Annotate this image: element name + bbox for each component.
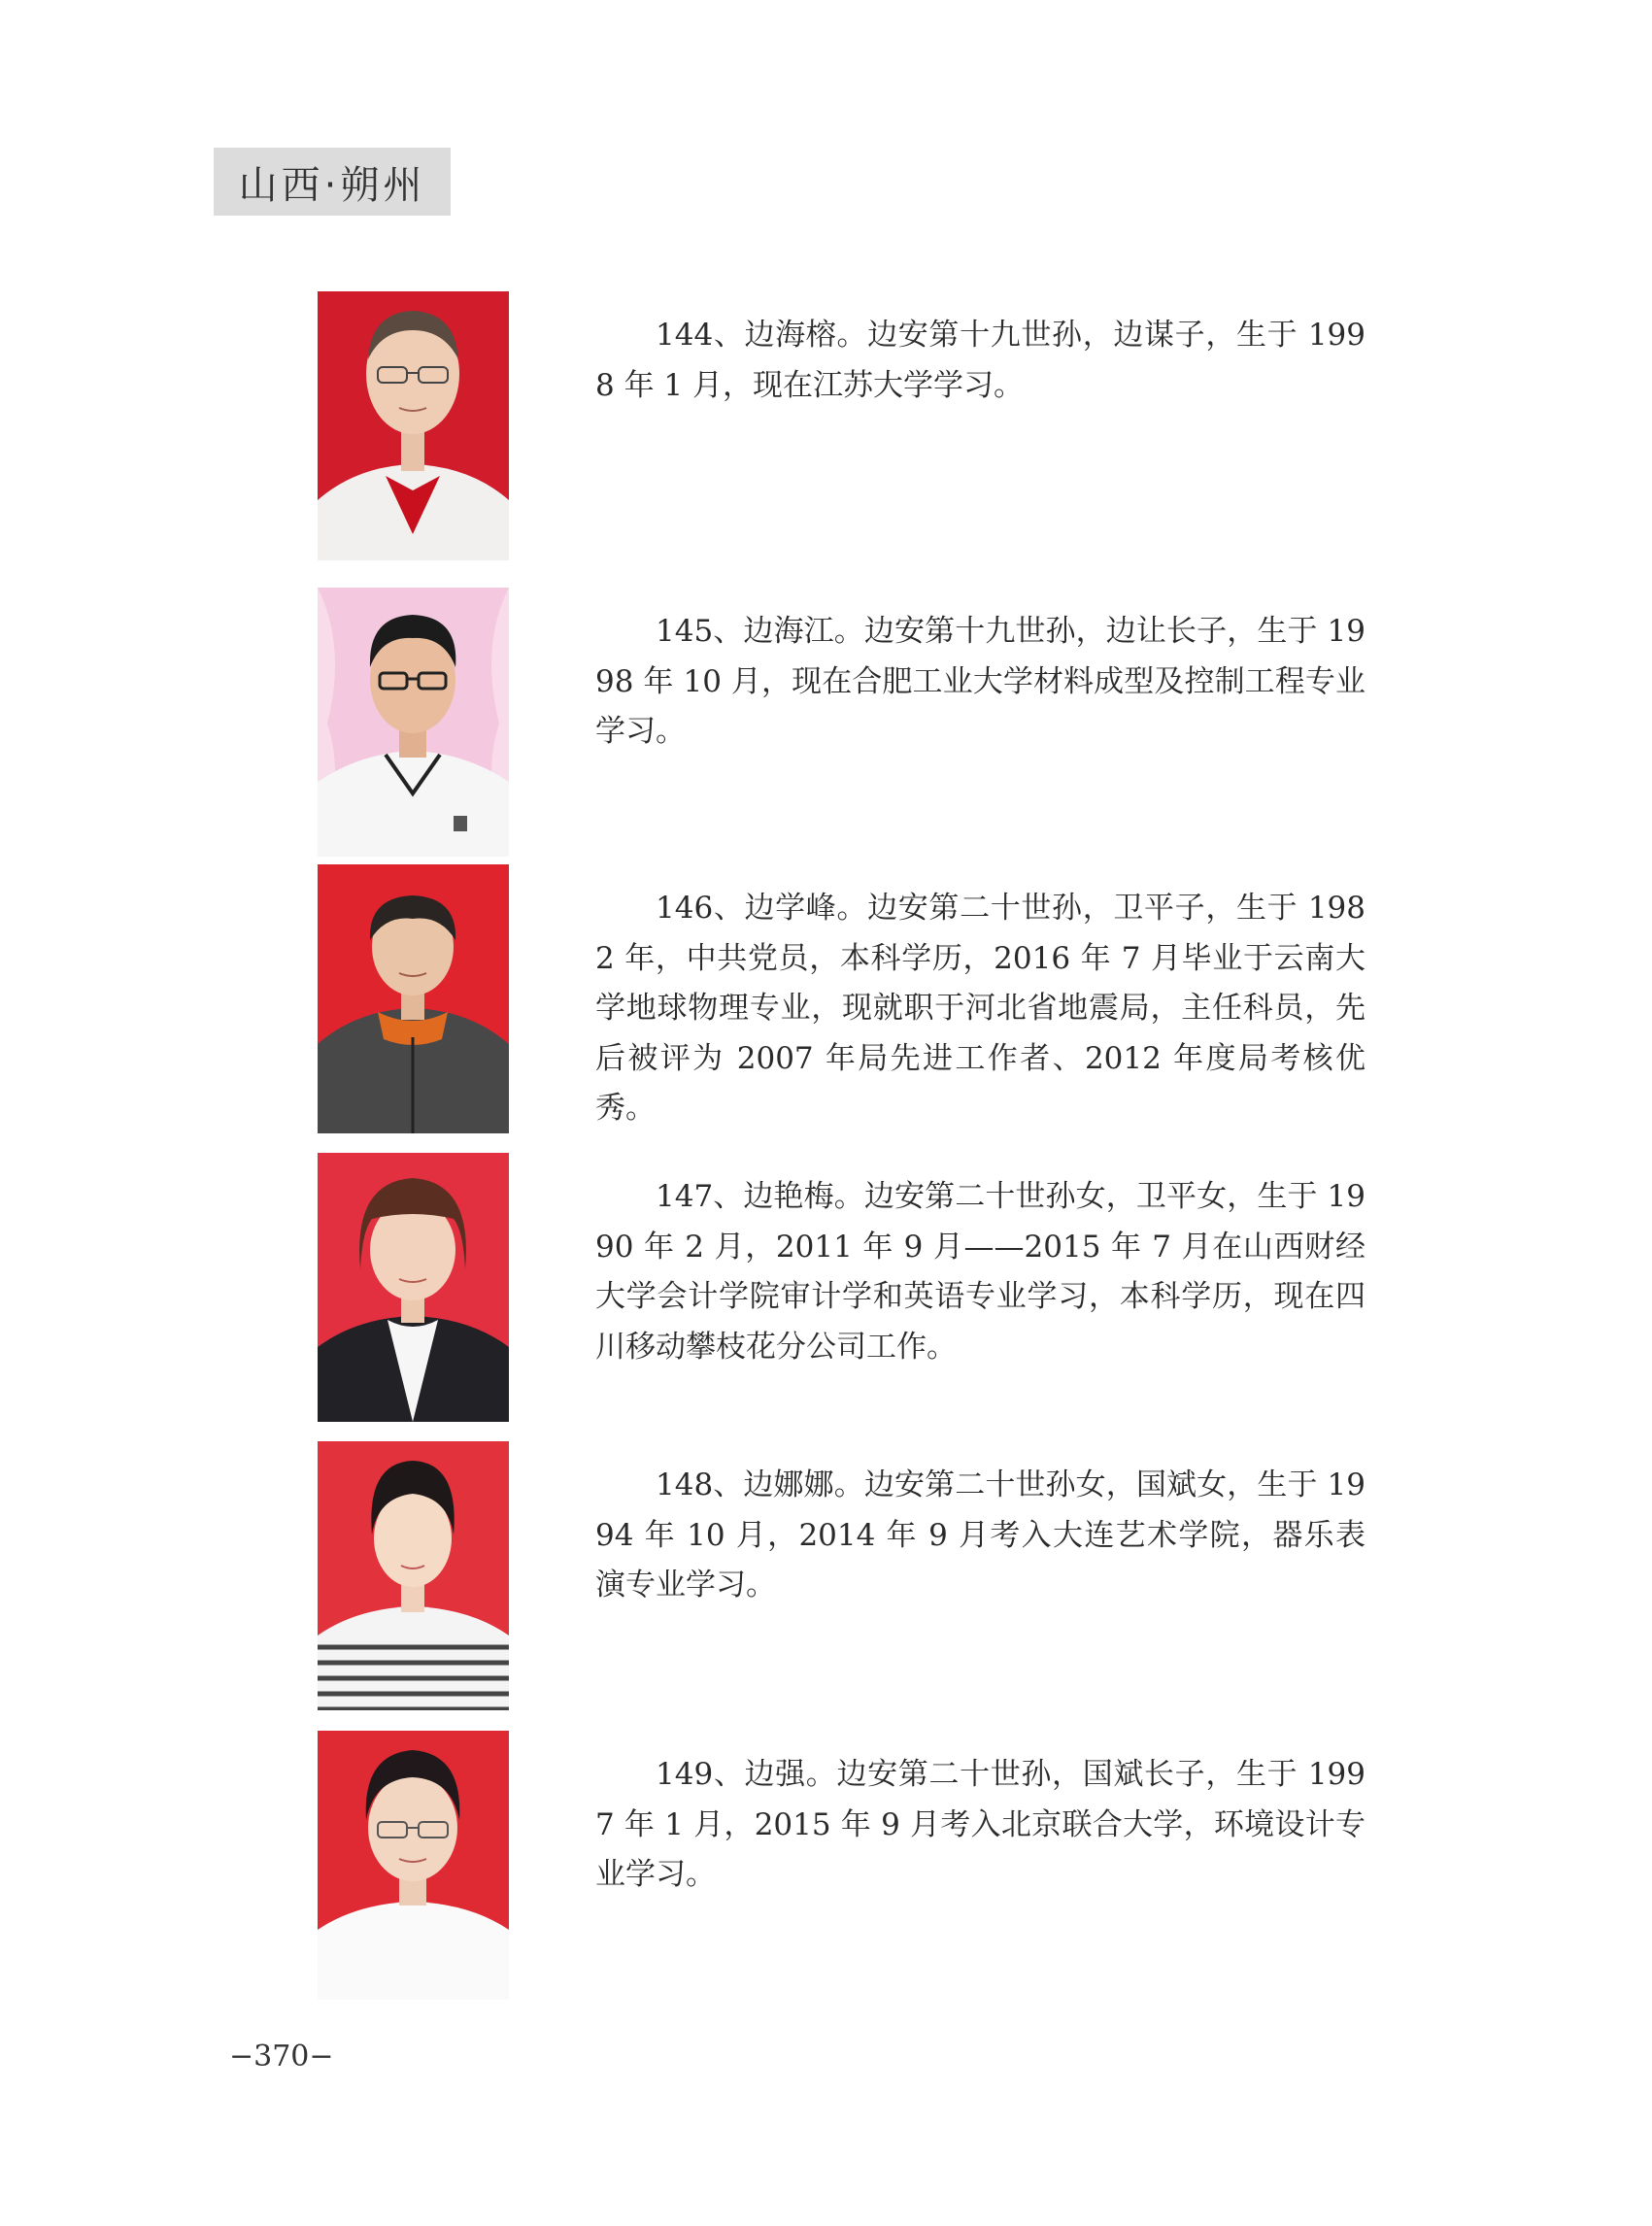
- portrait-photo-woman-striped-shirt: [318, 1441, 509, 1710]
- portrait-photo-young-man-glasses-white: [318, 1731, 509, 2000]
- portrait-photo: [318, 588, 509, 857]
- page-number: −370−: [229, 2040, 334, 2074]
- portrait-photo: [318, 291, 509, 560]
- portrait-photo-young-man-glasses: [318, 588, 509, 857]
- portrait-photo-woman-bob-hair: [318, 1153, 509, 1422]
- portrait-photo-boy-red-scarf: [318, 291, 509, 560]
- entry-text: 145、边海江。边安第十九世孙，边让长子，生于 1998 年 10 月，现在合肥工业大学材料成型及控制工程专业学习。: [595, 614, 1365, 749]
- entry-text: 148、边娜娜。边安第二十世孙女，国斌女，生于 1994 年 10 月，2014 年 9 月考入大连艺术学院，器乐表演专业学习。: [595, 1467, 1365, 1602]
- entry-text: 146、边学峰。边安第二十世孙，卫平子，生于 1982 年，中共党员，本科学历，2016 年 7 月毕业于云南大学地球物理专业，现就职于河北省地震局，主任科员，先后被评为 2007 年局先进工作者、2012 年度局考核优秀。: [595, 891, 1365, 1126]
- header-title: 山西·朔州: [238, 162, 426, 208]
- entry-text: 149、边强。边安第二十世孙，国斌长子，生于 1997 年 1 月，2015 年 9 月考入北京联合大学，环境设计专业学习。: [595, 1757, 1365, 1892]
- portrait-photo: [318, 1441, 509, 1710]
- entry-text: 147、边艳梅。边安第二十世孙女，卫平女，生于 1990 年 2 月，2011 年 9 月——2015 年 7 月在山西财经大学会计学院审计学和英语专业学习，本科学历，现在四川移动攀枝花分公司工作。: [595, 1179, 1365, 1365]
- running-header: [214, 148, 451, 216]
- portrait-photo: [318, 864, 509, 1133]
- entry-text: 144、边海榕。边安第十九世孙，边谋子，生于 1998 年 1 月，现在江苏大学学习。: [595, 318, 1365, 403]
- portrait-photo: [318, 1731, 509, 2000]
- portrait-photo-man-jacket: [318, 864, 509, 1133]
- portrait-photo: [318, 1153, 509, 1422]
